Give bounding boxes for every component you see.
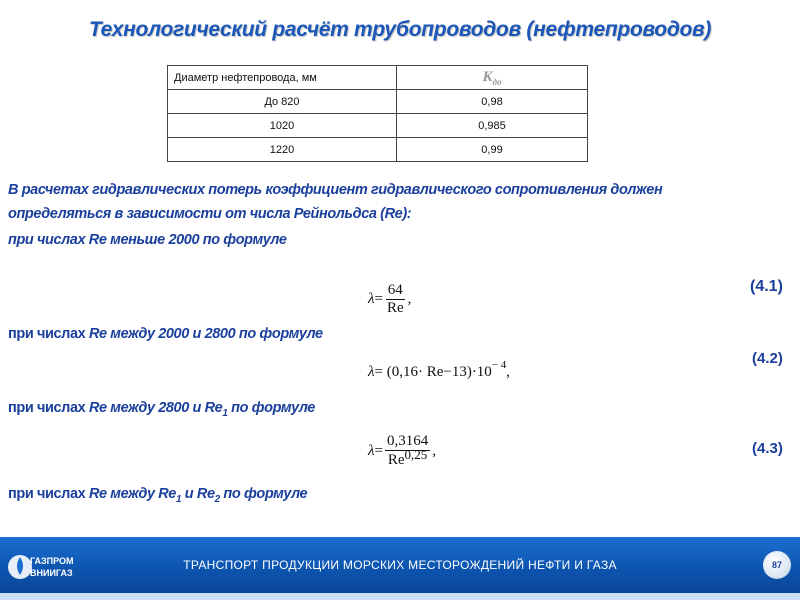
paragraph-line: при числах Re между 2000 и 2800 по формуле	[8, 326, 323, 342]
table-cell: 0,985	[397, 114, 588, 138]
table-row	[168, 114, 588, 138]
table-cell: До 820	[168, 90, 397, 114]
paragraph-line: В расчетах гидравлических потерь коэффициент гидравлического сопротивления должен	[8, 182, 663, 198]
footer-bar	[0, 537, 800, 593]
table-cell: 1020	[168, 114, 397, 138]
formula-4-2: λ = (0,16· Re−13)·10 − 4 ,	[368, 358, 511, 380]
paragraph-line: при числах Re меньше 2000 по формуле	[8, 232, 287, 248]
svg-text:ГАЗПРОМ: ГАЗПРОМ	[30, 556, 74, 566]
slide-title: Технологический расчёт трубопроводов (нефтепроводов)	[88, 18, 712, 41]
paragraph-line: определяться в зависимости от числа Рейнольдса (Re):	[8, 206, 412, 222]
page-number-badge: 87	[763, 551, 791, 579]
table-cell: 1220	[168, 138, 397, 162]
table-cell: 0,99	[397, 138, 588, 162]
table-header-diameter: Диаметр нефтепровода, мм	[168, 66, 397, 90]
footer-caption: ТРАНСПОРТ ПРОДУКЦИИ МОРСКИХ МЕСТОРОЖДЕНИЙ НЕФТИ И ГАЗА	[183, 558, 617, 572]
table-row	[168, 138, 588, 162]
equation-number: (4.1)	[750, 278, 783, 295]
diameter-coefficient-table	[167, 65, 588, 162]
equation-number: (4.3)	[752, 440, 783, 457]
paragraph-line: при числах Re между 2800 и $Re_1$ по формуле	[8, 400, 315, 419]
formula-4-1: λ = $\frac{64}{Re}$ ,	[368, 282, 412, 316]
paragraph-line: при числах Re между $Re_1$ и $Re_2$ по формуле	[8, 486, 308, 505]
table-row	[168, 90, 588, 114]
table-header-row	[168, 66, 588, 90]
footer-strip	[0, 593, 800, 600]
equation-number: (4.2)	[752, 350, 783, 367]
formula-4-3: λ = $\frac{0,3164}{Re0,25}$ ,	[368, 433, 436, 468]
table-header-kdo: $K_{до}$	[397, 66, 588, 90]
svg-text:ВНИИГАЗ: ВНИИГАЗ	[30, 568, 73, 578]
table-cell: 0,98	[397, 90, 588, 114]
